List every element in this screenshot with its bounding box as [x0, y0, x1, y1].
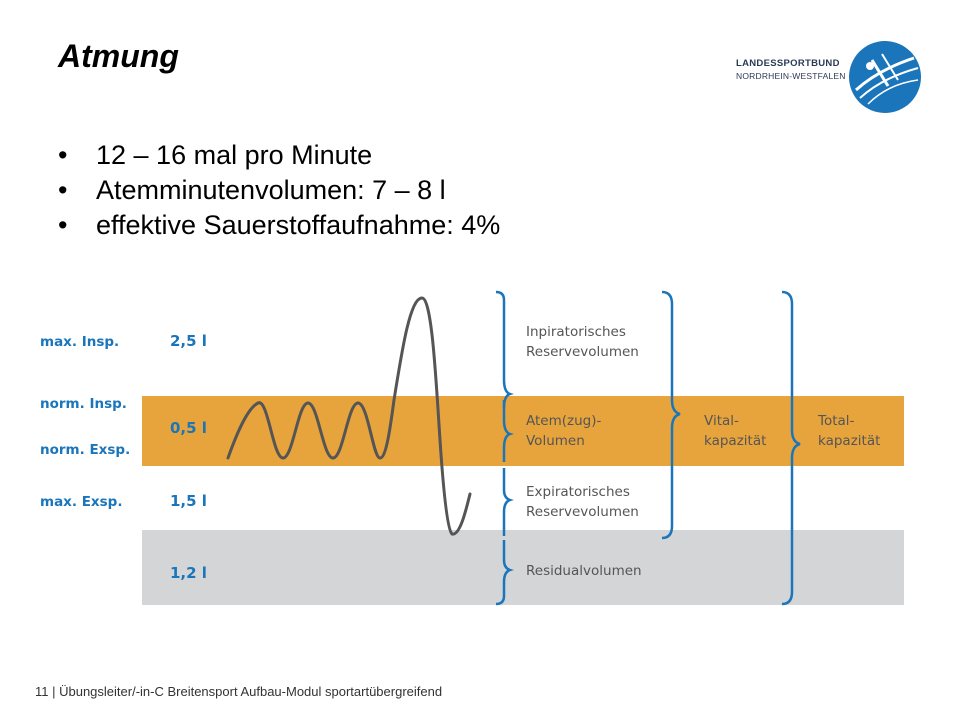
label-max-exsp: max. Exsp. [40, 494, 123, 510]
capacity-vital-line1: Vital- [704, 413, 739, 429]
capacity-total-line2: kapazität [818, 433, 881, 449]
volume-exsp-reserve: 1,5 l [170, 492, 207, 510]
logo-line-1: LANDESSPORTBUND [736, 58, 840, 69]
volume-residual: 1,2 l [170, 564, 207, 582]
slide-footer: 11 | Übungsleiter/-in-C Breitensport Aufbau-Modul sportartübergreifend [35, 684, 443, 699]
segment-residual: Residualvolumen [526, 563, 642, 579]
bullet-text: effektive Sauerstoffaufnahme: 4% [96, 210, 501, 240]
lung-volume-diagram [30, 270, 930, 626]
segment-tidal-line2: Volumen [526, 433, 585, 449]
label-norm-insp: norm. Insp. [40, 396, 127, 412]
segment-insp-reserve-line1: Inpiratorisches [526, 324, 626, 340]
bullet-text: Atemminutenvolumen: 7 – 8 l [96, 175, 446, 205]
volume-tidal: 0,5 l [170, 419, 207, 437]
lsb-logo [730, 38, 930, 118]
bullet-item [58, 208, 500, 243]
bullet-dot: • [58, 175, 68, 205]
bullet-dot: • [58, 140, 68, 170]
brace-insp-reserve [496, 292, 510, 408]
bullet-item [58, 173, 500, 208]
segment-insp-reserve-line2: Reservevolumen [526, 344, 639, 360]
volume-insp-reserve: 2,5 l [170, 332, 207, 350]
brace-exsp-reserve [504, 468, 510, 536]
logo-text [736, 58, 846, 81]
bullet-text: 12 – 16 mal pro Minute [96, 140, 373, 170]
capacity-vital-line2: kapazität [704, 433, 767, 449]
capacity-total-line1: Total- [818, 413, 855, 429]
bullet-dot: • [58, 210, 68, 240]
residual-volume-band [142, 530, 904, 605]
bullet-item [58, 138, 500, 173]
lsb-emblem-icon [848, 40, 922, 114]
lung-volume-svg [30, 270, 930, 626]
slide-title: Atmung [58, 38, 179, 74]
bullet-list [58, 138, 500, 243]
segment-exsp-reserve-line2: Reservevolumen [526, 504, 639, 520]
label-norm-exsp: norm. Exsp. [40, 442, 131, 458]
segment-tidal-line1: Atem(zug)- [526, 413, 602, 429]
segment-exsp-reserve-line1: Expiratorisches [526, 484, 630, 500]
label-max-insp: max. Insp. [40, 334, 120, 350]
tidal-volume-band [142, 396, 904, 466]
logo-line-2: NORDRHEIN-WESTFALEN [736, 71, 846, 81]
